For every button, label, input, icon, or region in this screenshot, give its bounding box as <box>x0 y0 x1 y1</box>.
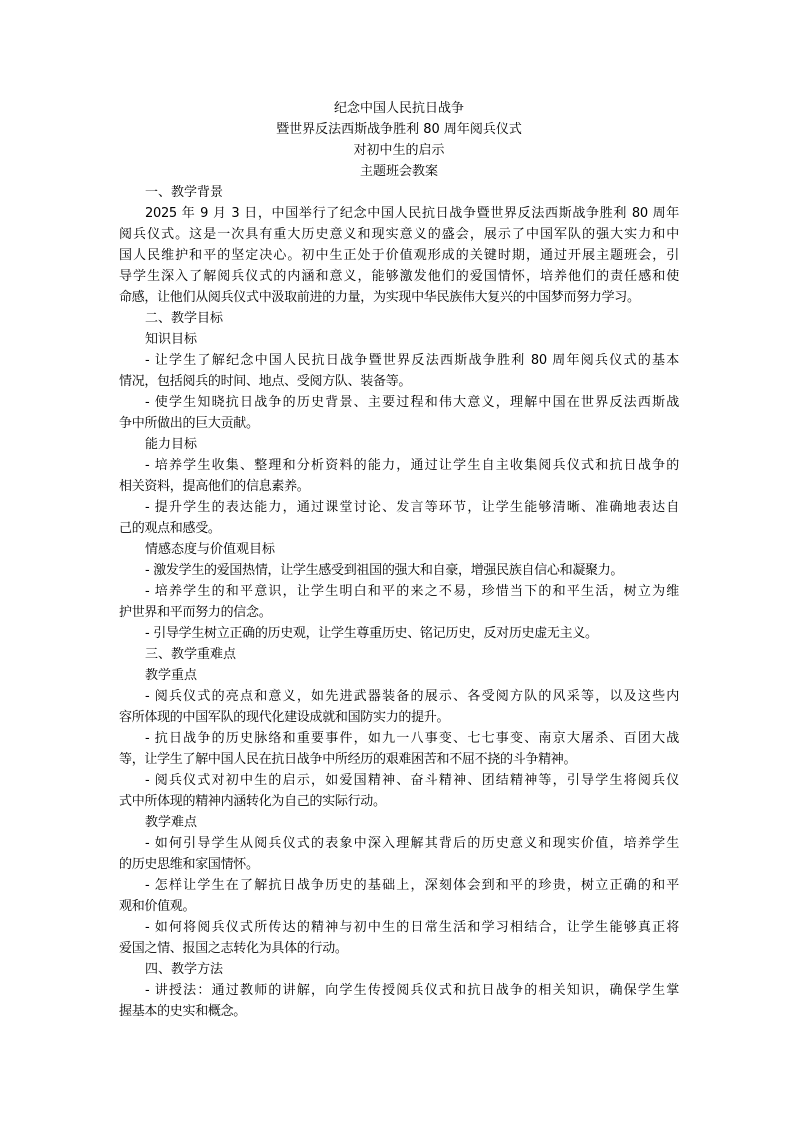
paragraph-line: - 怎样让学生在了解抗日战争历史的基础上，深刻体会到和平的珍贵，树立正确的和平 <box>145 878 679 893</box>
list-item <box>119 770 679 812</box>
section-heading-background: 一、教学背景 <box>145 185 224 200</box>
list-item <box>119 875 679 917</box>
section-heading-objectives: 二、教学目标 <box>145 311 224 326</box>
title-line-3: 对初中生的启示 <box>353 143 445 158</box>
paragraph-line: 等，让学生了解中国人民在抗日战争中所经历的艰难困苦和不屈不挠的斗争精神。 <box>119 752 577 767</box>
list-item <box>119 581 679 623</box>
paragraph-line: 导学生深入了解阅兵仪式的内涵和意义，能够激发他们的爱国情怀，培养他们的责任感和使 <box>119 269 679 284</box>
paragraph-line: 握基本的史实和概念。 <box>119 1004 247 1019</box>
subheading-difficult-points: 教学难点 <box>145 815 198 830</box>
title-line-4: 主题班会教案 <box>359 164 438 179</box>
list-item <box>119 560 679 581</box>
subheading-key-points: 教学重点 <box>145 668 198 683</box>
paragraph-line: 相关资料，提高他们的信息素养。 <box>119 479 310 494</box>
paragraph-line: 情况，包括阅兵的时间、地点、受阅方队、装备等。 <box>119 374 412 389</box>
paragraph-line: 爱国之情、报国之志转化为具体的行动。 <box>119 941 348 956</box>
paragraph-line: - 阅兵仪式的亮点和意义，如先进武器装备的展示、各受阅方队的风采等，以及这些内 <box>145 689 679 704</box>
list-item <box>119 392 679 434</box>
paragraph-line: - 培养学生收集、整理和分析资料的能力，通过让学生自主收集阅兵仪式和抗日战争的 <box>145 458 679 473</box>
list-item <box>119 917 679 959</box>
paragraph-line: 阅兵仪式。这是一次具有重大历史意义和现实意义的盛会，展示了中国军队的强大实力和中 <box>119 227 679 242</box>
paragraph-line: 己的观点和感受。 <box>119 521 221 536</box>
paragraph-line: - 如何将阅兵仪式所传达的精神与初中生的日常生活和学习相结合，让学生能够真正将 <box>145 920 679 935</box>
paragraph-line: 容所体现的中国军队的现代化建设成就和国防实力的提升。 <box>119 710 450 725</box>
paragraph-line: - 使学生知晓抗日战争的历史背景、主要过程和伟大意义，理解中国在世界反法西斯战 <box>145 395 679 410</box>
subheading-emotion-values: 情感态度与价值观目标 <box>145 542 276 557</box>
list-item <box>119 350 679 392</box>
document-page <box>119 98 679 1022</box>
paragraph-line: - 让学生了解纪念中国人民抗日战争暨世界反法西斯战争胜利 80 周年阅兵仪式的基本 <box>145 353 679 368</box>
paragraph-line: 护世界和平而努力的信念。 <box>119 605 272 620</box>
list-item <box>119 455 679 497</box>
paragraph-line: - 激发学生的爱国热情，让学生感受到祖国的强大和自豪，增强民族自信心和凝聚力。 <box>145 563 624 578</box>
list-item <box>119 980 679 1022</box>
paragraph-line: 的历史思维和家国情怀。 <box>119 857 259 872</box>
section-heading-key-difficult: 三、教学重难点 <box>145 647 237 662</box>
paragraph-line: 观和价值观。 <box>119 899 196 914</box>
list-item <box>119 728 679 770</box>
document-title <box>119 98 679 182</box>
list-item <box>119 686 679 728</box>
background-paragraph <box>119 203 679 308</box>
paragraph-line: - 抗日战争的历史脉络和重要事件，如九一八事变、七七事变、南京大屠杀、百团大战 <box>145 731 679 746</box>
subheading-ability: 能力目标 <box>145 437 198 452</box>
paragraph-line: - 如何引导学生从阅兵仪式的表象中深入理解其背后的历史意义和现实价值，培养学生 <box>145 836 679 851</box>
paragraph-line: - 培养学生的和平意识，让学生明白和平的来之不易，珍惜当下的和平生活，树立为维 <box>145 584 679 599</box>
paragraph-line: 式中所体现的精神内涵转化为自己的实际行动。 <box>119 794 386 809</box>
paragraph-line: - 讲授法：通过教师的讲解，向学生传授阅兵仪式和抗日战争的相关知识，确保学生掌 <box>145 983 679 998</box>
paragraph-line: 争中所做出的巨大贡献。 <box>119 416 259 431</box>
subheading-knowledge: 知识目标 <box>145 332 198 347</box>
title-line-1: 纪念中国人民抗日战争 <box>333 101 464 116</box>
paragraph-line: 国人民维护和平的坚定决心。初中生正处于价值观形成的关键时期，通过开展主题班会，引 <box>119 248 679 263</box>
list-item <box>119 623 679 644</box>
list-item <box>119 833 679 875</box>
paragraph-line: 2025 年 9 月 3 日，中国举行了纪念中国人民抗日战争暨世界反法西斯战争胜利 80 周年 <box>145 206 679 221</box>
paragraph-line: - 提升学生的表达能力，通过课堂讨论、发言等环节，让学生能够清晰、准确地表达自 <box>145 500 679 515</box>
paragraph-line: - 引导学生树立正确的历史观，让学生尊重历史、铭记历史，反对历史虚无主义。 <box>145 626 598 641</box>
paragraph-line: - 阅兵仪式对初中生的启示，如爱国精神、奋斗精神、团结精神等，引导学生将阅兵仪 <box>145 773 679 788</box>
title-line-2: 暨世界反法西斯战争胜利 80 周年阅兵仪式 <box>276 122 522 137</box>
section-heading-methods: 四、教学方法 <box>145 962 224 977</box>
list-item <box>119 497 679 539</box>
paragraph-line: 命感，让他们从阅兵仪式中汲取前进的力量，为实现中华民族伟大复兴的中国梦而努力学习。 <box>119 290 640 305</box>
